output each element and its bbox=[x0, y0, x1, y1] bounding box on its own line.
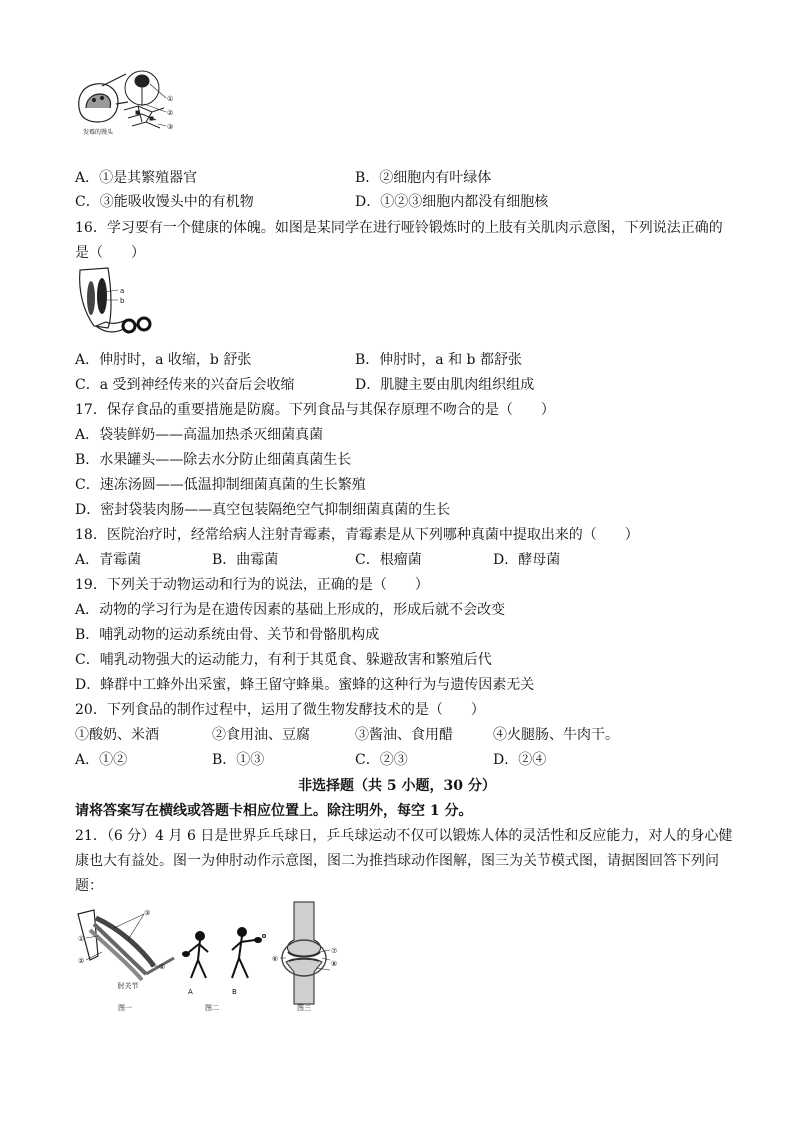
hyphae-spot bbox=[136, 111, 139, 114]
hyphae-spot bbox=[150, 117, 153, 120]
q19-stem: 19．下列关于动物运动和行为的说法，正确的是（ ） bbox=[75, 577, 429, 593]
q16-option-b: B．伸肘时，a 和 b 都舒张 bbox=[355, 352, 522, 368]
paddle bbox=[255, 938, 261, 942]
q18-option-b: B．曲霉菌 bbox=[212, 552, 279, 568]
q19-option-c: C．哺乳动物强大的运动能力，有利于其觅食、躲避敌害和繁殖后代 bbox=[75, 652, 492, 668]
q16-stem: 16．学习要有一个健康的体魄。如图是某同学在进行哑铃锻炼时的上肢有关肌肉示意图，下列说法正确的 bbox=[75, 220, 723, 236]
muscle-label-a: a bbox=[120, 287, 125, 295]
q20-option-c: C．②③ bbox=[355, 752, 408, 768]
mold-dot bbox=[101, 97, 104, 100]
q18-option-c: C．根瘤菌 bbox=[355, 552, 422, 568]
q20-option-d: D．②④ bbox=[493, 752, 547, 768]
figure-2-player-b bbox=[232, 928, 266, 978]
player-leg bbox=[198, 960, 206, 978]
figure-label: ③ bbox=[167, 123, 174, 131]
q16-option-d: D．肌腱主要由肌肉组织组成 bbox=[355, 377, 535, 393]
player-arm bbox=[189, 944, 199, 952]
figure-1-caption: 图一 bbox=[118, 1004, 132, 1012]
q17-option-c: C．速冻汤圆——低温抑制细菌真菌的生长繁殖 bbox=[75, 477, 366, 493]
paddle bbox=[183, 952, 189, 956]
q20-option-b: B．①③ bbox=[212, 752, 265, 768]
q20-item-1: ①酸奶、米酒 bbox=[75, 727, 159, 743]
q15-option-a: A．①是其繁殖器官 bbox=[75, 170, 198, 186]
q15-option-d: D．①②③细胞内都没有细胞核 bbox=[355, 194, 549, 210]
mold-patch bbox=[86, 94, 111, 108]
figure-2-label-b: B bbox=[232, 988, 237, 996]
q19-option-d: D．蜂群中工蜂外出采蜜，蜂王留守蜂巢。蜜蜂的这种行为与遗传因素无关 bbox=[75, 677, 535, 693]
figure-2-label-a: A bbox=[188, 988, 193, 996]
q21-stem-end: 题： bbox=[75, 878, 103, 894]
player-arm bbox=[199, 944, 208, 952]
q20-item-4: ④火腿肠、牛肉干。 bbox=[493, 727, 619, 743]
q17-option-a: A．袋装鲜奶——高温加热杀灭细菌真菌 bbox=[75, 427, 324, 443]
player-body bbox=[239, 936, 242, 958]
figure-3-caption: 图三 bbox=[297, 1004, 311, 1012]
lower-bone bbox=[286, 959, 322, 1004]
figure-label: ② bbox=[167, 109, 174, 117]
upper-bone bbox=[287, 902, 320, 956]
player-head bbox=[196, 932, 204, 940]
figure-3-label: ⑦ bbox=[331, 947, 338, 955]
player-leg bbox=[239, 958, 248, 978]
q21-stem-continued: 康也大有益处。图一为伸肘动作示意图，图二为推挡球动作图解，图三为关节模式图，请据图回答下列问 bbox=[75, 853, 719, 869]
q18-option-d: D．酵母菌 bbox=[493, 552, 561, 568]
q18-option-a: A．青霉菌 bbox=[75, 552, 142, 568]
muscle-b bbox=[87, 281, 95, 315]
player-leg bbox=[232, 958, 239, 978]
figure-1-label: ③ bbox=[144, 909, 151, 917]
bread-mold-figure bbox=[72, 66, 182, 146]
q19-option-b: B．哺乳动物的运动系统由骨、关节和骨骼肌构成 bbox=[75, 627, 380, 643]
magnify-line bbox=[102, 74, 126, 86]
dumbbell-weight bbox=[123, 320, 135, 332]
q19-option-a: A．动物的学习行为是在遗传因素的基础上形成的，形成后就不会改变 bbox=[75, 602, 506, 618]
figure-3-joint bbox=[280, 902, 330, 1004]
muscle-a bbox=[97, 278, 107, 314]
figure-2-caption: 图二 bbox=[205, 1004, 219, 1012]
player-head bbox=[238, 928, 246, 936]
figure-caption: 发霉的馒头 bbox=[82, 129, 114, 136]
player-arm bbox=[241, 940, 255, 942]
figure-2-player-a bbox=[183, 932, 208, 978]
elbow-joint-label: 肘关节 bbox=[117, 982, 139, 990]
figure-label: ① bbox=[167, 95, 174, 103]
q20-option-a: A．①② bbox=[75, 752, 128, 768]
figure-1-label: ① bbox=[78, 935, 85, 943]
q20-item-3: ③酱油、食用醋 bbox=[355, 727, 453, 743]
ball bbox=[263, 935, 266, 938]
dumbbell-weight bbox=[138, 318, 150, 330]
q18-stem: 18．医院治疗时，经常给病人注射青霉素，青霉素是从下列哪种真菌中提取出来的（ ） bbox=[75, 527, 639, 543]
figure-3-label: ⑧ bbox=[331, 960, 338, 968]
magnified-mold bbox=[124, 71, 166, 128]
q16-stem-continued: 是（ ） bbox=[75, 245, 145, 261]
q15-option-b: B．②细胞内有叶绿体 bbox=[355, 170, 492, 186]
figure-3-label: ⑥ bbox=[272, 955, 279, 963]
q21-figures bbox=[72, 900, 344, 1018]
section-heading: 非选择题（共 5 小题，30 分） bbox=[298, 778, 496, 794]
q20-item-2: ②食用油、豆腐 bbox=[212, 727, 310, 743]
q17-option-d: D．密封袋装肉肠——真空包装隔绝空气抑制细菌真菌的生长 bbox=[75, 502, 451, 518]
q20-stem: 20．下列食品的制作过程中，运用了微生物发酵技术的是（ ） bbox=[75, 702, 485, 718]
q21-stem: 21．（6 分）4 月 6 日是世界乒乓球日，乒乓球运动不仅可以锻炼人体的灵活性和反应能力，对人的身心健 bbox=[75, 828, 733, 844]
q15-option-c: C．③能吸收馒头中的有机物 bbox=[75, 194, 254, 210]
q16-option-c: C．a 受到神经传来的兴奋后会收缩 bbox=[75, 377, 295, 393]
dumbbell-arm-figure bbox=[72, 264, 156, 346]
mold-dot bbox=[93, 99, 96, 102]
player-body bbox=[198, 940, 200, 960]
q17-option-b: B．水果罐头——除去水分防止细菌真菌生长 bbox=[75, 452, 352, 468]
section-instruction: 请将答案写在横线或答题卡相应位置上。除注明外，每空 1 分。 bbox=[75, 803, 473, 819]
q17-stem: 17．保存食品的重要措施是防腐。下列食品与其保存原理不吻合的是（ ） bbox=[75, 402, 555, 418]
sporangium bbox=[135, 75, 149, 87]
figure-1-label: ④ bbox=[159, 963, 166, 971]
q16-option-a: A．伸肘时，a 收缩，b 舒张 bbox=[75, 352, 252, 368]
moldy-bun-drawing bbox=[79, 74, 128, 122]
figure-1-label: ② bbox=[78, 957, 85, 965]
muscle-label-b: b bbox=[120, 297, 125, 305]
player-leg bbox=[191, 960, 198, 978]
